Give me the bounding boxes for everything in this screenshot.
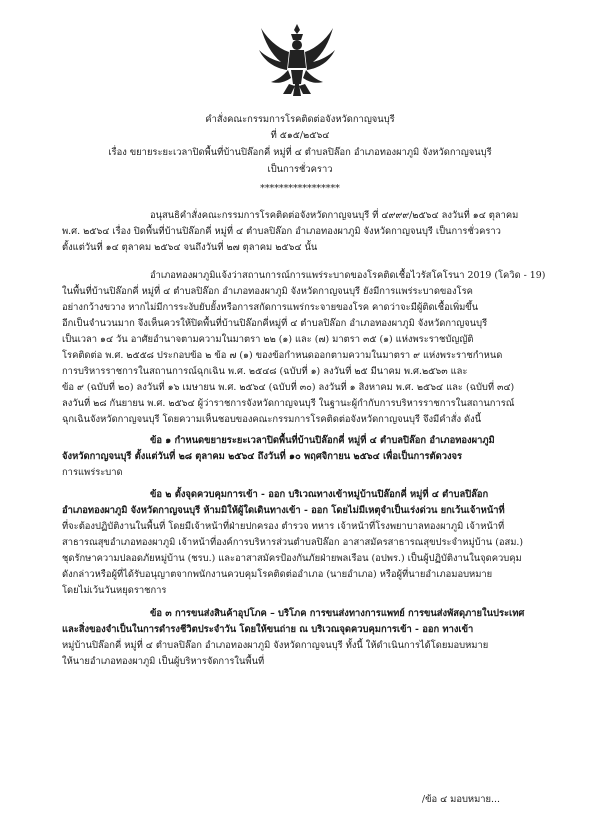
subject-line1: เรื่อง ขยายระยะเวลาปิดพื้นที่บ้านปิล๊อกคี่ หมู่ที่ ๔ ตำบลปิล๊อก อำเภอทองผาภูมิ จังหวัดกาญจนบุรี bbox=[108, 147, 492, 158]
p5-line: ให้นายอำเภอทองผาภูมิ เป็นผู้บริหารจัดการในพื้นที่ bbox=[62, 656, 265, 667]
p4-line: โดยไม่เว้นวันหยุดราชการ bbox=[62, 585, 167, 596]
order-number: ที่ ๕๑๕/๒๕๖๔ bbox=[270, 130, 330, 141]
p2-line: ข้อ ๙ (ฉบับที่ ๒๐) ลงวันที่ ๑๖ เมษายน พ.ศ. ๒๕๖๔ (ฉบับที่ ๓๐) ลงวันที่ ๑ สิงหาคม พ.ศ. ๒๕๖๔ และ (ฉบับที่ ๓๔) bbox=[62, 382, 515, 393]
p2-line: การบริหารราชการในสถานการณ์ฉุกเฉิน พ.ศ. ๒๕๔๘ (ฉบับที่ ๑) ลงวันที่ ๒๕ มีนาคม พ.ศ.๒๕๖๓ และ bbox=[62, 366, 468, 377]
p2-line: อีกเป็นจำนวนมาก จึงเห็นควรให้ปิดพื้นที่บ้านปิล๊อกคี่หมู่ที่ ๔ ตำบลปิล๊อก อำเภอทองผาภูมิ จังหวัดกาญจนบุรี bbox=[62, 318, 488, 329]
p4-line: สาธารณสุขอำเภอทองผาภูมิ เจ้าหน้าที่องค์การบริหารส่วนตำบลปิล๊อก อาสาสมัครสาธารณสุขประจำหมู่บ้าน (อสม.) bbox=[62, 537, 524, 548]
p5-line: และสิ่งของจำเป็นในการดำรงชีวิตประจำวัน โดยให้ขนถ่าย ณ บริเวณจุดควบคุมการเข้า - ออก ทางเข้า bbox=[62, 624, 474, 635]
separator: ***************** bbox=[260, 183, 340, 194]
p2-line: ในพื้นที่บ้านปิล๊อกคี่ หมู่ที่ ๔ ตำบลปิล๊อก อำเภอทองผาภูมิ จังหวัดกาญจนบุรี ยังมีการแพร่ระบาดของโรค bbox=[62, 286, 473, 297]
subject-line2: เป็นการชั่วคราว bbox=[267, 164, 333, 175]
p1-line: อนุสนธิคำสั่งคณะกรรมการโรคติดต่อจังหวัดกาญจนบุรี ที่ ๔๙๙๙/๒๕๖๔ ลงวันที่ ๑๔ ตุลาคม bbox=[150, 210, 519, 221]
p5-line: ข้อ ๓ การขนส่งสินค้าอุปโภค – บริโภค การขนส่งทางการแพทย์ การขนส่งพัสดุภายในประเทศ bbox=[150, 608, 525, 619]
p1-line: ตั้งแต่วันที่ ๑๔ ตุลาคม ๒๕๖๔ จนถึงวันที่ ๒๗ ตุลาคม ๒๕๖๔ นั้น bbox=[62, 242, 318, 253]
p2-line: โรคติดต่อ พ.ศ. ๒๕๕๘ ประกอบข้อ ๒ ข้อ ๗ (๑) ของข้อกำหนดออกตามความในมาตรา ๙ แห่งพระราชกำหนด bbox=[62, 350, 503, 361]
p4-line: ข้อ ๒ ตั้งจุดควบคุมการเข้า - ออก บริเวณทางเข้าหมู่บ้านปิล๊อกคี่ หมู่ที่ ๔ ตำบลปิล๊อก bbox=[150, 489, 489, 500]
p5-line: หมู่บ้านปิล๊อกคี่ หมู่ที่ ๔ ตำบลปิล๊อก อำเภอทองผาภูมิ จังหวัดกาญจนบุรี ทั้งนี้ ให้ดำเนินการได้โดยมอบหมาย bbox=[62, 640, 489, 651]
header-line1: คำสั่งคณะกรรมการโรคติดต่อจังหวัดกาญจนบุรี bbox=[205, 114, 395, 125]
p4-line: ที่จะต้องปฏิบัติงานในพื้นที่ โดยมีเจ้าหน้าที่ฝ่ายปกครอง ตำรวจ ทหาร เจ้าหน้าที่โรงพยาบาลทองผาภูมิ เจ้าหน้าที่ bbox=[62, 521, 505, 532]
p2-line: เป็นเวลา ๑๔ วัน อาศัยอำนาจตามความในมาตรา ๒๒ (๑) และ (๗) มาตรา ๓๕ (๑) แห่งพระราชบัญญัติ bbox=[62, 334, 474, 345]
p2-line: อย่างกว้างขวาง หากไม่มีการระงับยับยั้งหรือการสกัดการแพร่กระจายของโรค คาดว่าจะมีผู้ติดเชื้อเพิ่มขึ้น bbox=[62, 302, 479, 313]
p3-line: ข้อ ๑ กำหนดขยายระยะเวลาปิดพื้นที่บ้านปิล๊อกคี่ หมู่ที่ ๔ ตำบลปิล๊อก อำเภอทองผาภูมิ bbox=[150, 435, 495, 446]
p4-line: อำเภอทองผาภูมิ จังหวัดกาญจนบุรี ห้ามมิให้ผู้ใดเดินทางเข้า - ออก โดยไม่มีเหตุจำเป็นเร่งด่วน ยกเว้นเจ้าหน้าที่ bbox=[62, 505, 505, 516]
p2-line: อำเภอทองผาภูมิแจ้งว่าสถานการณ์การแพร่ระบาดของโรคติดเชื้อไวรัสโคโรนา 2019 (โควิด - 19) bbox=[150, 270, 546, 281]
garuda-emblem bbox=[255, 20, 339, 100]
continuation-note: /ข้อ ๔ มอบหมาย... bbox=[421, 794, 500, 805]
p2-line: ลงวันที่ ๒๘ กันยายน พ.ศ. ๒๕๖๔ ผู้ว่าราชการจังหวัดกาญจนบุรี ในฐานะผู้กำกับการบริหารราชการในสถานการณ์ bbox=[62, 398, 515, 409]
p2-line: ฉุกเฉินจังหวัดกาญจนบุรี โดยความเห็นชอบของคณะกรรมการโรคติดต่อจังหวัดกาญจนบุรี จึงมีคำสั่ง ดังนี้ bbox=[62, 414, 482, 425]
p3-line: จังหวัดกาญจนบุรี ตั้งแต่วันที่ ๒๘ ตุลาคม ๒๕๖๔ ถึงวันที่ ๑๐ พฤศจิกายน ๒๕๖๔ เพื่อเป็นการตัดวงจร bbox=[62, 451, 463, 462]
p4-line: ดังกล่าวหรือผู้ที่ได้รับอนุญาตจากพนักงานควบคุมโรคติดต่ออำเภอ (นายอำเภอ) หรือผู้ที่นายอำเภอมอบหมาย bbox=[62, 569, 493, 580]
p4-line: ชุดรักษาความปลอดภัยหมู่บ้าน (ชรบ.) และอาสาสมัครป้องกันภัยฝ่ายพลเรือน (อปพร.) เป็นผู้ปฏิบัติงานในจุดควบคุม bbox=[62, 553, 522, 564]
p1-line: พ.ศ. ๒๕๖๔ เรื่อง ปิดพื้นที่บ้านปิล๊อกคี่ หมู่ที่ ๔ ตำบลปิล๊อก อำเภอทองผาภูมิ จังหวัดกาญจนบุรี เป็นการชั่วคราว bbox=[62, 226, 501, 237]
p3-line: การแพร่ระบาด bbox=[62, 467, 123, 478]
